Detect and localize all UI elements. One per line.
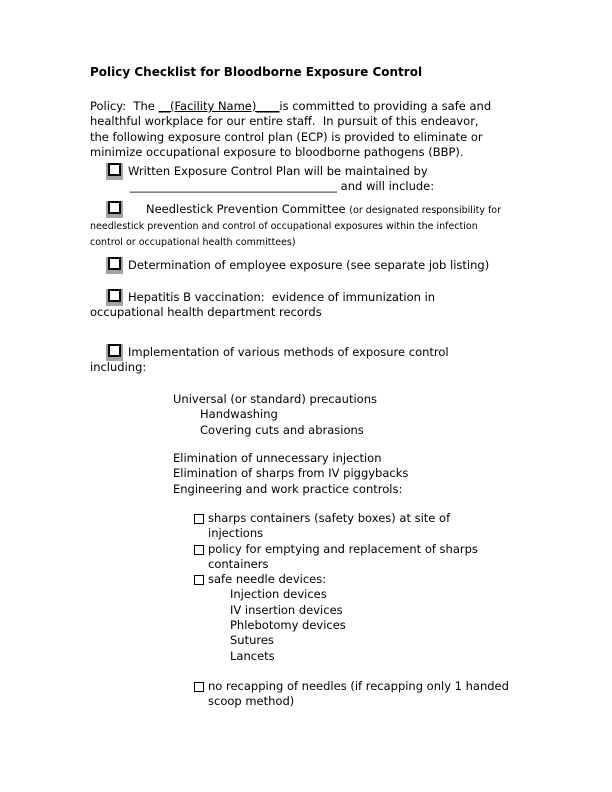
checklist-item-implementation (90, 344, 522, 376)
device-sutures: Sutures (230, 633, 274, 648)
handwashing-label: Handwashing (200, 407, 278, 422)
intro-line2: healthful workplace for our entire staff. In pursuit of this endeavor, (90, 114, 479, 129)
needlestick-note-line3: control or occupational health committees) (90, 237, 296, 249)
control-item-safe-needle-devices (194, 572, 522, 587)
checklist-item-exposure-determination (90, 257, 522, 273)
engineering-controls-label: Engineering and work practice controls: (173, 481, 403, 496)
control-item-sharps-containers (194, 511, 522, 542)
implementation-label: Implementation of various methods of exposure control (128, 344, 449, 359)
needlestick-note-line2: needlestick prevention and control of occupational exposures within the infection (90, 221, 478, 233)
elimination-sharps-label: Elimination of sharps from IV piggybacks (173, 466, 409, 481)
intro-line3: the following exposure control plan (ECP) is provided to eliminate or (90, 129, 483, 144)
device-list (230, 587, 522, 663)
device-injection: Injection devices (230, 587, 327, 602)
control-item-no-recapping (194, 679, 522, 710)
elimination-injection-label: Elimination of unnecessary injection (173, 451, 382, 466)
implementation-label-cont: including: (90, 359, 147, 374)
method-elimination-group (173, 451, 522, 497)
checklist-item-needlestick-committee (90, 201, 522, 251)
intro-line1-post: is committed to providing a safe and (279, 99, 492, 113)
method-handwashing (200, 407, 522, 422)
needlestick-note-line1: (or designated responsibility for (349, 204, 502, 216)
hepatitis-b-label: Hepatitis B vaccination: evidence of immunization in (128, 289, 436, 304)
checkbox-written-plan[interactable] (108, 163, 121, 176)
needlestick-committee-label: Needlestick Prevention Committee (146, 201, 350, 216)
device-lancets: Lancets (230, 648, 275, 663)
emptying-policy-label-cont: containers (208, 556, 269, 571)
no-recapping-label-cont: scoop method) (208, 694, 295, 709)
emptying-policy-label: policy for emptying and replacement of sharps (208, 541, 478, 556)
device-iv-insertion: IV insertion devices (230, 602, 343, 617)
checkbox-hepatitis-b[interactable] (108, 289, 121, 302)
checklist-item-written-plan (90, 163, 522, 195)
page-title: Policy Checklist for Bloodborne Exposure Control (90, 65, 423, 79)
method-covering-cuts (200, 423, 522, 438)
method-universal-precautions (173, 392, 522, 407)
safe-needle-devices-label: safe needle devices: (208, 572, 327, 587)
checkbox-no-recapping[interactable] (194, 682, 204, 692)
intro-line1-pre: Policy: The (90, 99, 159, 113)
checkbox-emptying-policy[interactable] (194, 545, 204, 555)
written-plan-label-cont: and will include: (337, 179, 435, 194)
written-plan-label: Written Exposure Control Plan will be maintained by (128, 164, 428, 179)
sharps-containers-label: sharps containers (safety boxes) at site of (208, 510, 451, 525)
checkbox-needlestick-committee[interactable] (108, 201, 121, 214)
no-recapping-label: no recapping of needles (if recapping only 1 handed (208, 678, 509, 693)
checkbox-sharps-containers[interactable] (194, 514, 204, 524)
checklist-item-hepatitis-b (90, 289, 522, 321)
checkbox-safe-needle-devices[interactable] (194, 575, 204, 585)
universal-precautions-label: Universal (or standard) precautions (173, 392, 377, 407)
exposure-determination-label: Determination of employee exposure (see separate job listing) (128, 257, 490, 272)
covering-cuts-label: Covering cuts and abrasions (200, 422, 364, 437)
control-item-emptying-policy (194, 542, 522, 573)
sharps-containers-label-cont: injections (208, 526, 264, 541)
policy-intro-paragraph (90, 99, 522, 160)
checkbox-exposure-determination[interactable] (108, 257, 121, 270)
facility-name-blank[interactable]: __(Facility Name)____ (158, 99, 280, 113)
device-phlebotomy: Phlebotomy devices (230, 618, 346, 633)
hepatitis-b-label-cont: occupational health department records (90, 305, 322, 320)
checkbox-implementation[interactable] (108, 344, 121, 357)
intro-line4: minimize occupational exposure to bloodborne pathogens (BBP). (90, 144, 464, 159)
maintainer-blank-line[interactable]: ____________________________________ (130, 179, 337, 194)
